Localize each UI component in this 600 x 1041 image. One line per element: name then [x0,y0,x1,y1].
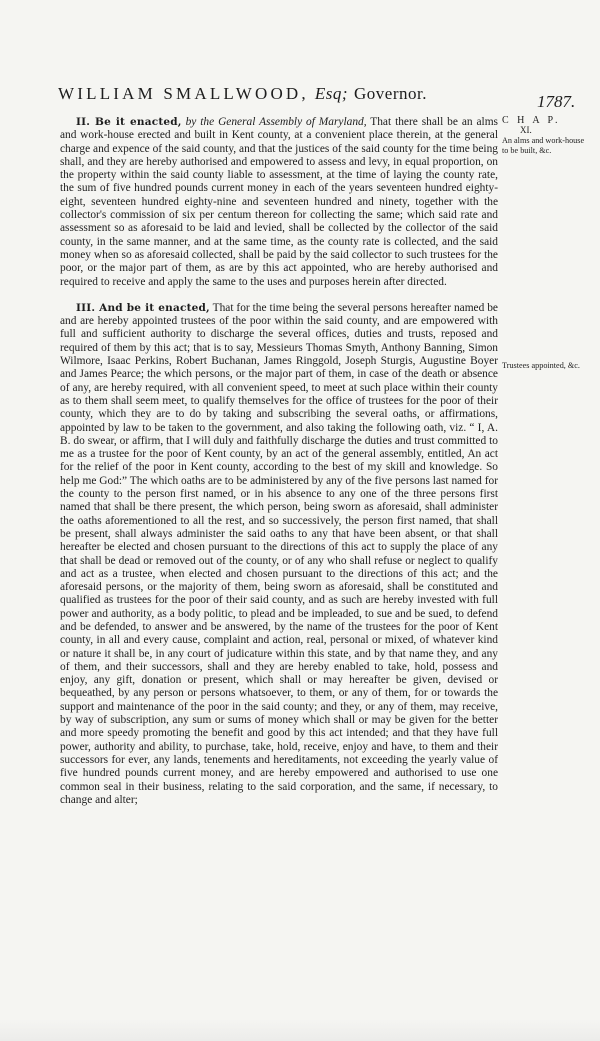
margin-note-alms-house [502,116,592,155]
section-2-lead: II. Be it enacted, [76,116,182,128]
chapter-number: XI. [520,124,532,135]
running-head-title: Governor. [354,84,427,103]
running-head-name: WILLIAM SMALLWOOD, [58,84,309,103]
section-3-text: That for the time being the several persons hereafter named be and are hereby appointed trustees of the poor within the said county, and are empowered with full and sufficient authority to discharge the several offices, duties and trusts, reposed and required of them by this act; that is to say, Messieurs Thomas Smyth, Anthony Banning, Simon Wilmore, Isaac Perkins, Robert Buchanan, James Ringgold, Joseph Sturgis, Augustine Boyer and James Pearce; the which persons, or the major part of them, in case of the death or absence of any, are hereby required, with all convenient speed, to meet at such place within their county as to them shall seem meet, to qualify themselves for the office of trustees for the poor of their county, which they are to do by taking and subscribing the several oaths, or affirmations, appointed by law to be taken to the government, and also taking the following oath, viz. “ I, A. B. do swear, or affirm, that I will duly and faithfully discharge the duties and trust committed to me as a trustee for the poor of Kent county, by an act of the general assembly, entitled, An act for the relief of the poor in Kent county, according to the best of my skill and knowledge. So help me God:” The which oaths are to be administered by any of the five persons last named for the county to the person first named, or in his absence to any one of the three persons first named that shall be there present, the which person, being sworn as aforesaid, shall administer the oaths aforementioned to all the rest, and so successively, the person first named, that shall be present, shall always administer the said oaths to any that have been absent, or that shall hereafter be elected and chosen pursuant to the directions of this act to supply the place of any that shall be dead or removed out of the county, or of any who shall refuse or neglect to qualify and act as a trustee, when elected and chosen pursuant to the directions of this act; and the aforesaid persons, or the majority of them, being sworn as aforesaid, shall be constituted and qualified as trustees for the poor of their said county, and as such are hereby invested with full power and authority, as a body politic, to plead and be impleaded, to sue and be sued, to defend and be defended, to answer and be answered, by the name of the trustees for the poor of Kent county, in all and every cause, complaint and action, real, personal or mixed, of whatever kind or nature it shall be, in any court of judicature within this state, and by that name they, and any of them, and their successors, shall and they are hereby enabled to take, hold, possess and enjoy, any gift, donation or present, which shall or may hereafter be given, devised or bequeathed, by any person or persons whatsoever, to them, or any of them, for or towards the support and maintenance of the poor in the said county; and they, or any of them, may receive, by way of subscription, any sum or sums of money which shall or may be given for the better and more speedy promoting the benefit and good by this act intended; and that they have full power, authority and ability, to purchase, take, hold, receive, enjoy and have, to them and their successors for ever, any lands, tenements and hereditaments, not exceeding the yearly value of five hundred pounds current money, and are hereby empowered and authorised to use one common seal in their business, relating to the said corporation, and the same, if necessary, to change and alter; [60,301,498,806]
section-2 [60,116,498,289]
margin-note-text: Trustees appointed, &c. [502,361,580,370]
page-year: 1787. [537,92,576,111]
page-bottom-edge [0,1019,600,1041]
margin-note-trustees [502,361,592,371]
chapter-label: C H A P. [502,115,561,126]
section-2-text: That there shall be an alms and work-house erected and built in Kent county, at a convenient place therein, at the general charge and expence of the said county, and that the justices of the said county for the time being shall, and they are hereby authorised and empowered to assess and levy, in equal proportion, on the property within the said county liable to assessment, at the time of laying the county rate, the sum of five hundred pounds current money in each of the years seventeen hundred eighty-eight, seventeen hundred eighty-nine and seventeen hundred and ninety, together with the collector's commission of six per centum thereon for collecting the same; which said rate and assessment so as aforesaid to be laid and levied, shall be collected by the collector of the said county, in the same manner, and at the same time, as the county rate is collected, and the said money when so as aforesaid collected, shall be paid by the said collector to such trustees for the poor, or the major part of them, as are by this act appointed, who are hereby authorised and required to receive and apply the same to the uses and purposes herein after directed. [60,116,498,288]
margin-note-text: An alms and work-house to be built, &c. [502,136,585,155]
section-3 [60,302,498,807]
document-body [60,116,498,807]
section-3-lead: III. And be it enacted, [76,301,210,314]
running-head [58,84,538,104]
section-2-lead-italic: by the General Assembly of Maryland, [185,116,367,128]
running-head-esq: Esq; [314,84,349,103]
